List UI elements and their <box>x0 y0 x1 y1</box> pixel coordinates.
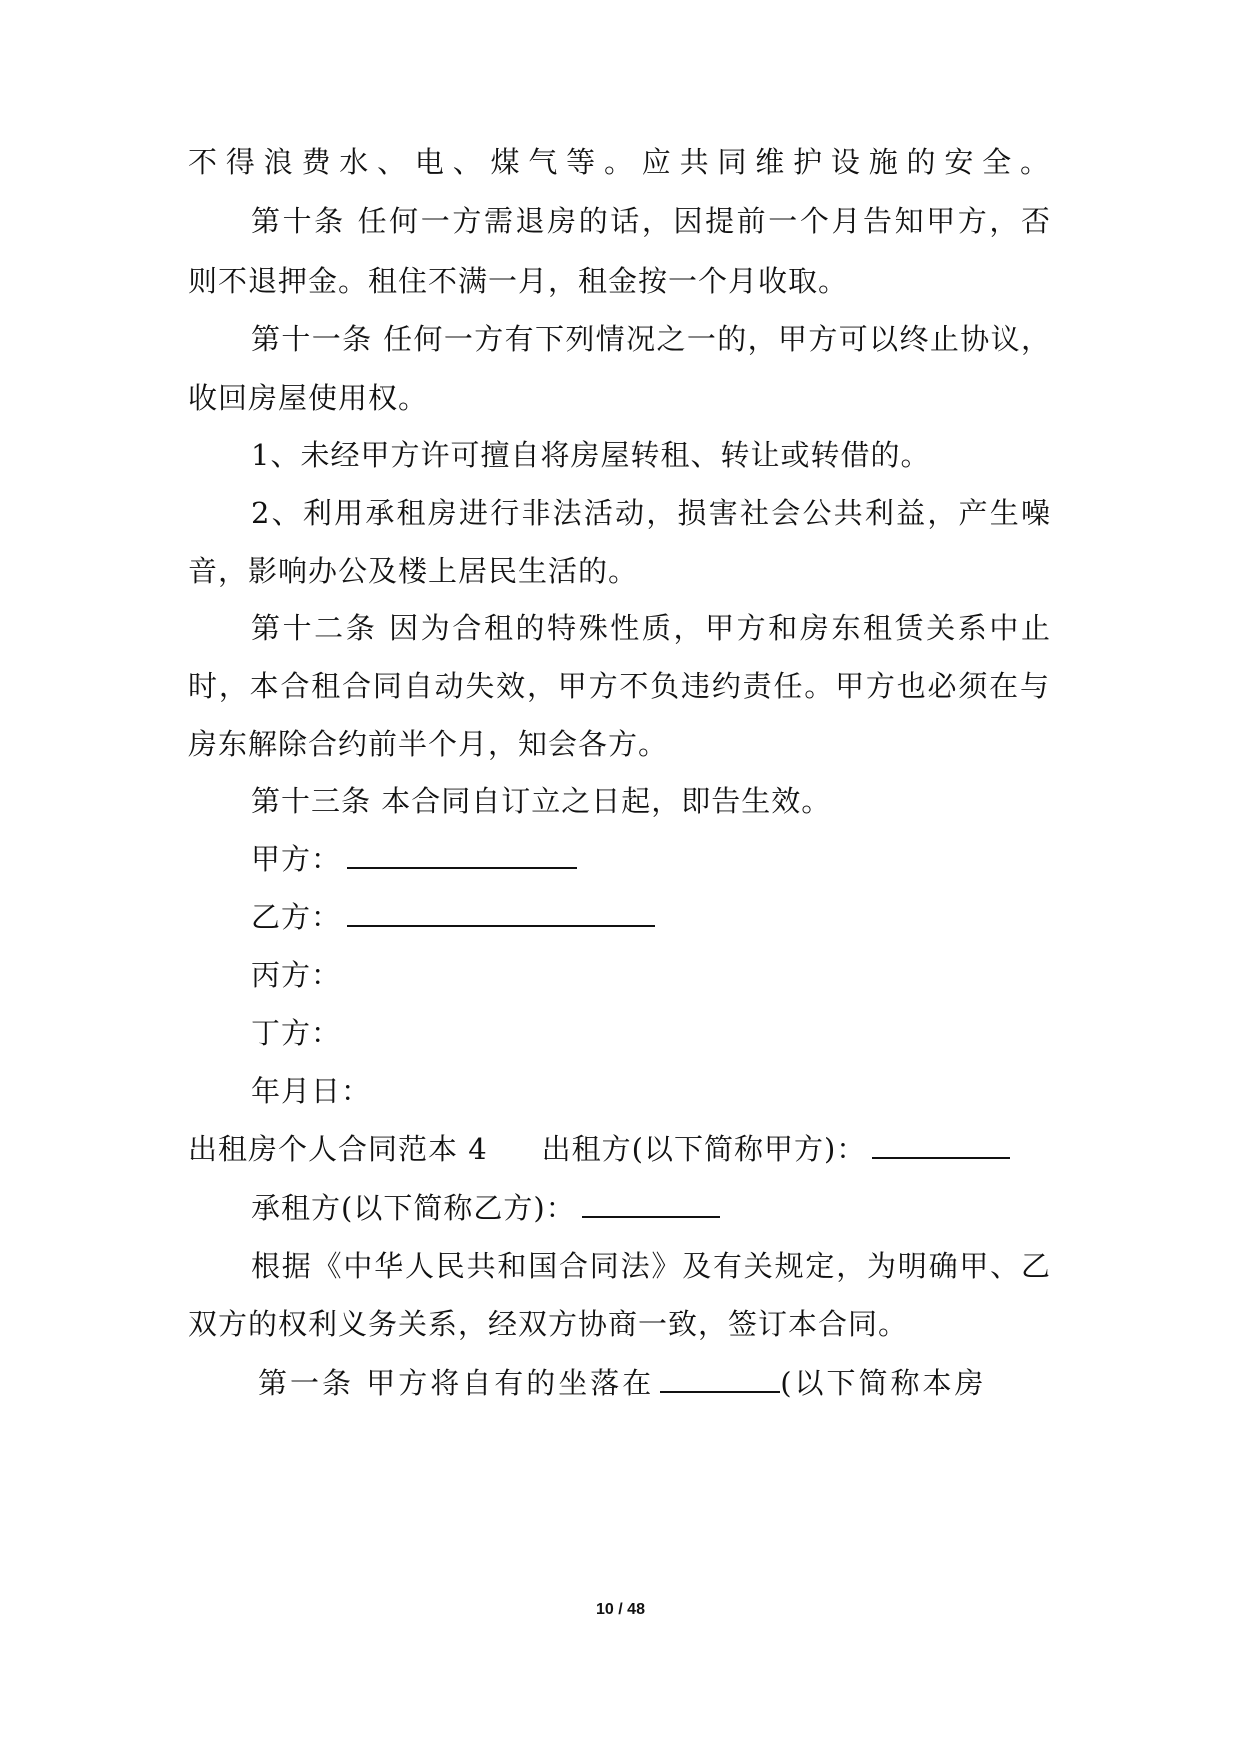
signature-party-d: 丁方： <box>251 1016 342 1050</box>
article-10-line-1: 第十条 任何一方需退房的话，因提前一个月告知甲方，否 <box>251 204 1051 238</box>
clause-2-line-2: 音，影响办公及楼上居民生活的。 <box>188 554 639 588</box>
signature-party-a <box>251 842 577 876</box>
article-12-line-3: 房东解除合约前半个月，知会各方。 <box>188 727 669 761</box>
signature-party-a-label: 甲方： <box>251 842 342 876</box>
signature-party-c: 丙方： <box>251 958 342 992</box>
signature-party-b <box>251 900 655 934</box>
lessee-row <box>251 1191 720 1225</box>
signature-date: 年月日： <box>251 1074 372 1108</box>
page-indicator: 10 / 48 <box>596 1601 645 1618</box>
signature-party-b-label: 乙方： <box>251 900 342 934</box>
lessor-label: 出租方(以下简称甲方)： <box>541 1132 867 1166</box>
lessor-blank <box>872 1135 1010 1159</box>
article-13: 第十三条 本合同自订立之日起，即告生效。 <box>251 784 832 818</box>
article-1-prefix: 第一条 甲方将自有的坐落在 <box>258 1366 655 1400</box>
article-1-suffix: (以下简称本房 <box>780 1366 987 1400</box>
article-1-location-blank <box>660 1369 780 1393</box>
lessee-label: 承租方(以下简称乙方)： <box>251 1191 576 1225</box>
template-4-heading: 出租房个人合同范本 4 <box>188 1132 488 1166</box>
article-11-line-2: 收回房屋使用权。 <box>188 381 429 415</box>
template-4-heading-row <box>188 1132 1010 1166</box>
body-line-1: 不得浪费水、电、煤气等。应共同维护设施的安全。 <box>188 145 1050 179</box>
template-4-article-1-line-1 <box>258 1366 987 1400</box>
article-12-line-1: 第十二条 因为合租的特殊性质，甲方和房东租赁关系中止 <box>251 611 1051 645</box>
article-10-line-2: 则不退押金。租住不满一月，租金按一个月收取。 <box>188 264 849 298</box>
clause-2-line-1: 2、利用承租房进行非法活动，损害社会公共利益，产生噪 <box>251 496 1051 530</box>
signature-party-a-blank <box>347 845 577 869</box>
lessee-blank <box>582 1194 720 1218</box>
article-11-line-1: 第十一条 任何一方有下列情况之一的，甲方可以终止协议， <box>251 322 1051 356</box>
signature-party-b-blank <box>347 903 655 927</box>
clause-1: 1、未经甲方许可擅自将房屋转租、转让或转借的。 <box>251 438 931 472</box>
article-12-line-2: 时，本合租合同自动失效，甲方不负违约责任。甲方也必须在与 <box>188 669 1050 703</box>
preamble-line-1: 根据《中华人民共和国合同法》及有关规定，为明确甲、乙 <box>251 1249 1051 1283</box>
preamble-line-2: 双方的权利义务关系，经双方协商一致，签订本合同。 <box>188 1307 909 1341</box>
